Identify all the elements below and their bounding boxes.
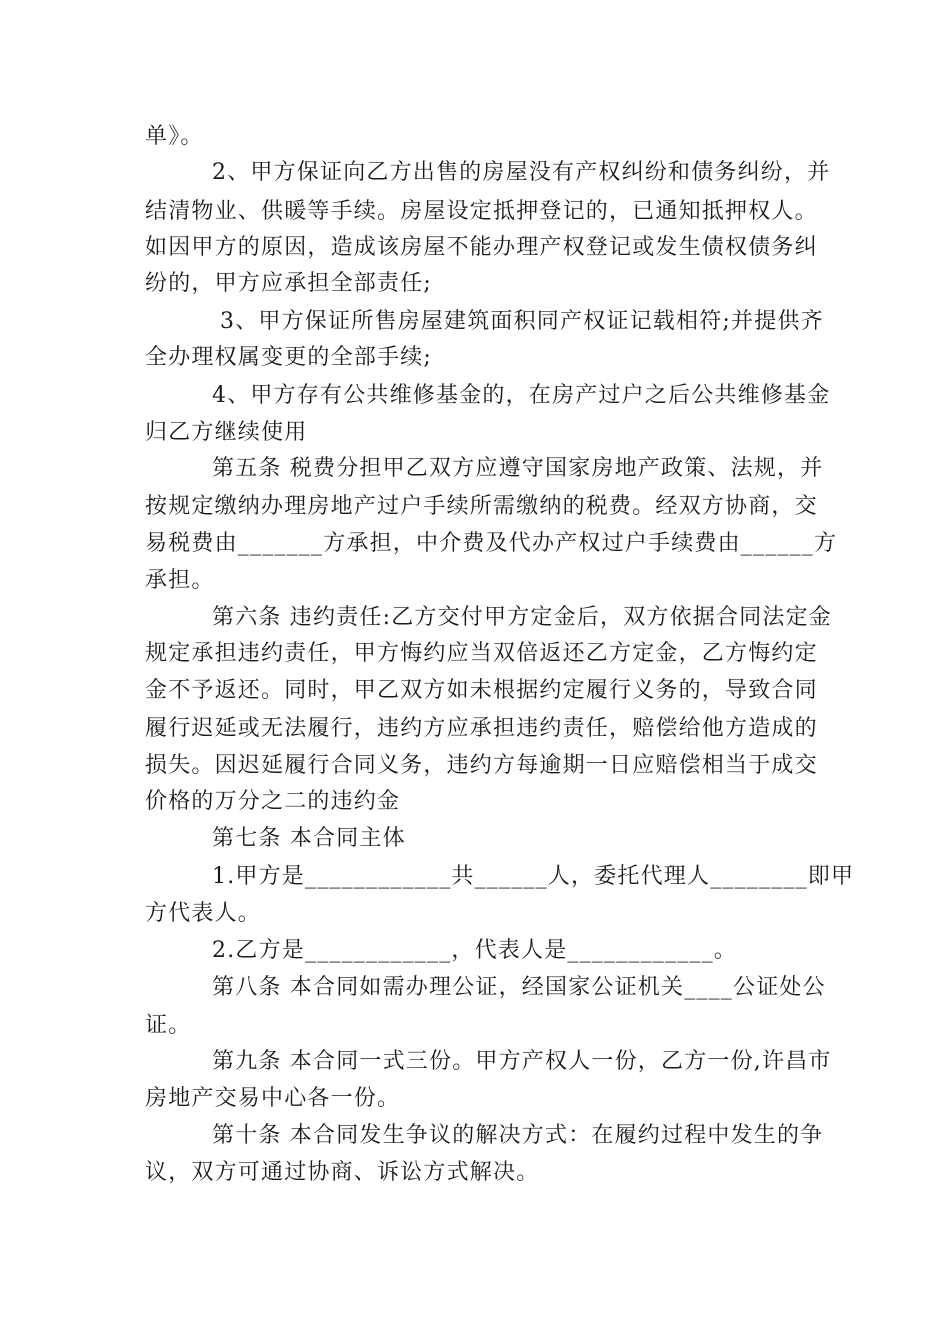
text-line: 纷的，甲方应承担全部责任; xyxy=(145,271,433,296)
text-line: 第六条 违约责任:乙方交付甲方定金后，双方依据合同法定金 xyxy=(212,605,833,630)
text-line: 归乙方继续使用 xyxy=(145,420,308,445)
text-line: 价格的万分之二的违约金 xyxy=(145,789,401,814)
text-line: 第九条 本合同一式三份。甲方产权人一份，乙方一份,许昌市 xyxy=(212,1049,832,1074)
text-line: 第七条 本合同主体 xyxy=(212,826,406,851)
text-line: 4、甲方存有公共维修基金的，在房产过户之后公共维修基金 xyxy=(212,383,831,408)
text-line: 结清物业、供暖等手续。房屋设定抵押登记的，已通知抵押权人。 xyxy=(145,199,818,224)
text-line: 1.甲方是____________共______人，委托代理人________即甲 xyxy=(212,864,855,889)
text-line: 全办理权属变更的全部手续; xyxy=(145,345,433,370)
text-line: 议，双方可通过协商、诉讼方式解决。 xyxy=(145,1160,540,1185)
text-line: 第八条 本合同如需办理公证，经国家公证机关____公证处公 xyxy=(212,975,826,1000)
text-line: 单》。 xyxy=(145,124,204,149)
text-line: 按规定缴纳办理房地产过户手续所需缴纳的税费。经双方协商，交 xyxy=(145,494,818,519)
text-line: 承担。 xyxy=(145,568,215,593)
text-line: 2、甲方保证向乙方出售的房屋没有产权纠纷和债务纠纷，并 xyxy=(212,160,831,185)
text-line: 第五条 税费分担甲乙双方应遵守国家房地产政策、法规，并 xyxy=(212,456,824,481)
text-line: 房地产交易中心各一份。 xyxy=(145,1086,401,1111)
text-line: 第十条 本合同发生争议的解决方式：在履约过程中发生的争 xyxy=(212,1123,824,1148)
text-line: 2.乙方是____________，代表人是____________。 xyxy=(212,938,737,963)
text-line: 3、甲方保证所售房屋建筑面积同产权证记载相符;并提供齐 xyxy=(220,309,824,334)
text-line: 证。 xyxy=(145,1013,192,1038)
text-line: 易税费由_______方承担，中介费及代办产权过户手续费由______方 xyxy=(145,531,838,556)
text-line: 方代表人。 xyxy=(145,901,262,926)
text-line: 损失。因迟延履行合同义务，违约方每逾期一日应赔偿相当于成交 xyxy=(145,753,818,778)
text-line: 如因甲方的原因，造成该房屋不能办理产权登记或发生债权债务纠 xyxy=(145,235,818,260)
text-line: 规定承担违约责任，甲方悔约应当双倍返还乙方定金，乙方悔约定 xyxy=(145,641,818,666)
text-line: 金不予返还。同时，甲乙双方如未根据约定履行义务的，导致合同 xyxy=(145,678,818,703)
text-line: 履行迟延或无法履行，违约方应承担违约责任，赔偿给他方造成的 xyxy=(145,716,818,741)
